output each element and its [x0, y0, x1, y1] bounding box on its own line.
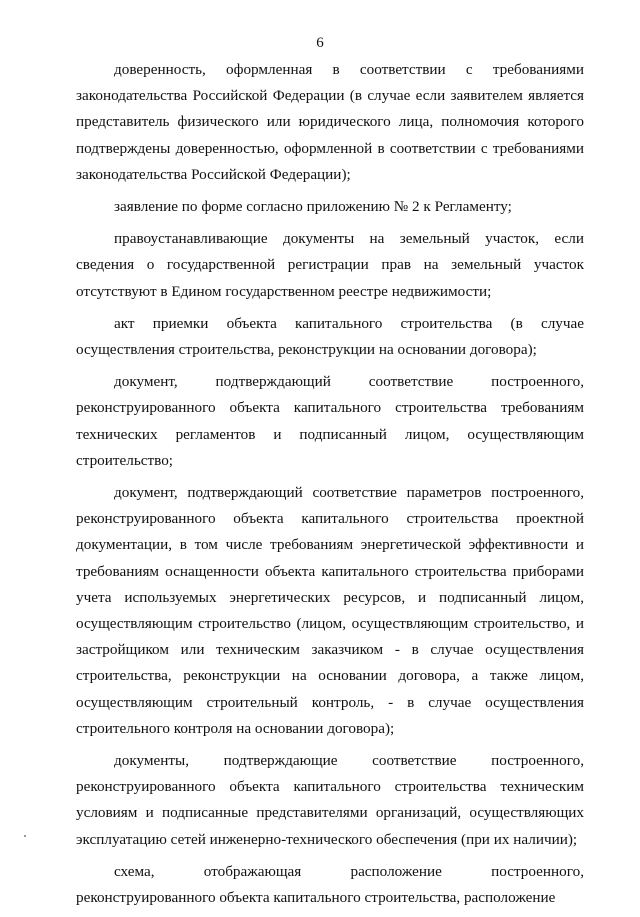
paragraph-power-of-attorney: доверенность, оформленная в соответствии с требованиями законодательства Российской Федерации (в случае если заявителем является представитель физического или юридического лица, полномочия которого подтверждены доверенностью, оформленной в соответствии с требованиями законодательства Российской Федерации);: [76, 61, 584, 183]
paragraph-acceptance-act: акт приемки объекта капитального строительства (в случае осуществления строительства, реконструкции на основании договора);: [76, 314, 584, 359]
page-number: 6: [316, 35, 324, 51]
paragraph-title-documents: правоустанавливающие документы на земельный участок, если сведения о государственной регистрации прав на земельный участок отсутствуют в Едином государственном реестре недвижимости;: [76, 230, 584, 300]
paragraph-application-form: заявление по форме согласно приложению № 2 к Регламенту;: [114, 198, 512, 216]
paragraph-location-scheme: схема, отображающая расположение построенного, реконструированного объекта капитального строительства, расположение: [76, 862, 584, 907]
paragraph-project-compliance: документ, подтверждающий соответствие параметров построенного, реконструированного объекта капитального строительства проектной документации, в том числе требованиям энергетической эффективности и требованиям оснащенности объекта капитального строительства приборами учета используемых энергетических ресурсов, и подписанный лицом, осуществляющим строительство (лицом, осуществляющим строительство, и застройщиком или техническим заказчиком - в случае осуществления строительства, реконструкции на основании договора, а также лицом, осуществляющим строительный контроль, - в случае осуществления строительного контроля на основании договора);: [76, 484, 584, 737]
margin-mark: [24, 835, 26, 837]
paragraph-technical-conditions: документы, подтверждающие соответствие построенного, реконструированного объекта капитального строительства техническим условиям и подписанные представителями организаций, осуществляющих эксплуатацию сетей инженерно-технического обеспечения (при их наличии);: [76, 752, 584, 848]
paragraph-technical-regulations: документ, подтверждающий соответствие построенного, реконструированного объекта капитального строительства требованиям технических регламентов и подписанный лицом, осуществляющим строительство;: [76, 373, 584, 469]
document-body: [76, 57, 584, 917]
